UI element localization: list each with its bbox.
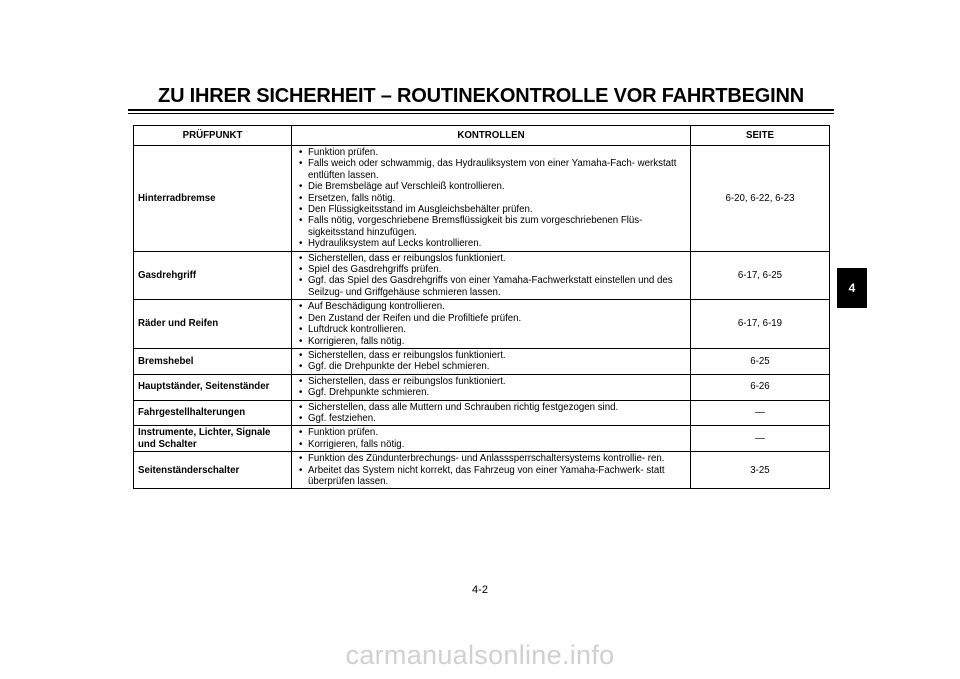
header-checks: KONTROLLEN xyxy=(292,126,691,146)
check-step: • Korrigieren, falls nötig. xyxy=(296,336,686,347)
check-list-cell xyxy=(292,400,691,426)
check-step: • Funktion des Zündunterbrechungs- und Anlasssperrschaltersystems kontrollie- ren. xyxy=(296,453,686,464)
check-step: • Sicherstellen, dass er reibungslos funktioniert. xyxy=(296,350,686,361)
check-step: • Die Bremsbeläge auf Verschleiß kontrollieren. xyxy=(296,181,686,192)
check-step: • Luftdruck kontrollieren. xyxy=(296,324,686,335)
check-list xyxy=(296,350,686,373)
check-list xyxy=(296,427,686,450)
check-step: • Ersetzen, falls nötig. xyxy=(296,193,686,204)
check-step: • Den Flüssigkeitsstand im Ausgleichsbehälter prüfen. xyxy=(296,204,686,215)
check-step: • Falls weich oder schwammig, das Hydrauliksystem von einer Yamaha-Fach- werkstatt entlüften lassen. xyxy=(296,158,686,181)
table-row xyxy=(134,426,830,452)
table-row xyxy=(134,300,830,349)
page-reference: 3-25 xyxy=(691,452,830,489)
check-step: • Den Zustand der Reifen und die Profiltiefe prüfen. xyxy=(296,313,686,324)
check-item: Räder und Reifen xyxy=(134,300,292,349)
watermark: carmanualsonline.info xyxy=(345,640,615,670)
check-list-cell xyxy=(292,374,691,400)
check-step: • Falls nötig, vorgeschriebene Bremsflüssigkeit bis zum vorgeschriebenen Flüs- sigkeitsstand hinzufügen. xyxy=(296,215,686,238)
page-reference: 6-20, 6-22, 6-23 xyxy=(691,146,830,252)
check-item: Seitenständerschalter xyxy=(134,452,292,489)
check-list xyxy=(296,147,686,250)
check-item: Gasdrehgriff xyxy=(134,251,292,300)
check-step: • Korrigieren, falls nötig. xyxy=(296,439,686,450)
check-step: • Sicherstellen, dass alle Muttern und Schrauben richtig festgezogen sind. xyxy=(296,402,686,413)
page-reference: 6-25 xyxy=(691,348,830,374)
table-header-row xyxy=(134,126,830,146)
check-step: • Funktion prüfen. xyxy=(296,427,686,438)
table-row xyxy=(134,348,830,374)
chapter-tab: 4 xyxy=(837,268,867,308)
check-step: • Hydrauliksystem auf Lecks kontrollieren. xyxy=(296,238,686,249)
header-page: SEITE xyxy=(691,126,830,146)
page-title: ZU IHRER SICHERHEIT – ROUTINEKONTROLLE VOR FAHRTBEGINN xyxy=(158,85,804,107)
inspection-table xyxy=(133,125,830,489)
check-step: • Auf Beschädigung kontrollieren. xyxy=(296,301,686,312)
check-item: Hinterradbremse xyxy=(134,146,292,252)
table-row xyxy=(134,374,830,400)
check-step: • Sicherstellen, dass er reibungslos funktioniert. xyxy=(296,376,686,387)
check-list-cell xyxy=(292,251,691,300)
page-reference: 6-17, 6-25 xyxy=(691,251,830,300)
page-reference: — xyxy=(691,400,830,426)
check-step: • Spiel des Gasdrehgriffs prüfen. xyxy=(296,264,686,275)
title-rule-thin xyxy=(128,113,834,114)
check-step: • Ggf. die Drehpunkte der Hebel schmieren. xyxy=(296,361,686,372)
check-step: • Arbeitet das System nicht korrekt, das Fahrzeug von einer Yamaha-Fachwerk- statt überprüfen lassen. xyxy=(296,465,686,488)
page-reference: 6-17, 6-19 xyxy=(691,300,830,349)
check-step: • Funktion prüfen. xyxy=(296,147,686,158)
check-step: • Sicherstellen, dass er reibungslos funktioniert. xyxy=(296,253,686,264)
check-list-cell xyxy=(292,348,691,374)
check-step: • Ggf. das Spiel des Gasdrehgriffs von einer Yamaha-Fachwerkstatt einstellen und des Seilzug- und Griffgehäuse schmieren lassen. xyxy=(296,275,686,298)
check-list xyxy=(296,301,686,347)
page-number: 4-2 xyxy=(472,584,488,596)
check-item: Fahrgestellhalterungen xyxy=(134,400,292,426)
table-row xyxy=(134,400,830,426)
check-item: Hauptständer, Seitenständer xyxy=(134,374,292,400)
page-reference: 6-26 xyxy=(691,374,830,400)
header-item: PRÜFPUNKT xyxy=(134,126,292,146)
check-step: • Ggf. Drehpunkte schmieren. xyxy=(296,387,686,398)
check-step: • Ggf. festziehen. xyxy=(296,413,686,424)
check-item: Instrumente, Lichter, Signale und Schalter xyxy=(134,426,292,452)
table-row xyxy=(134,251,830,300)
table-row xyxy=(134,452,830,489)
check-list xyxy=(296,453,686,487)
title-rule xyxy=(128,109,834,111)
table-row xyxy=(134,146,830,252)
check-item: Bremshebel xyxy=(134,348,292,374)
check-list-cell xyxy=(292,300,691,349)
check-list xyxy=(296,253,686,299)
check-list-cell xyxy=(292,146,691,252)
check-list xyxy=(296,376,686,399)
page-reference: — xyxy=(691,426,830,452)
table-body xyxy=(134,146,830,489)
check-list-cell xyxy=(292,426,691,452)
check-list xyxy=(296,402,686,425)
check-list-cell xyxy=(292,452,691,489)
